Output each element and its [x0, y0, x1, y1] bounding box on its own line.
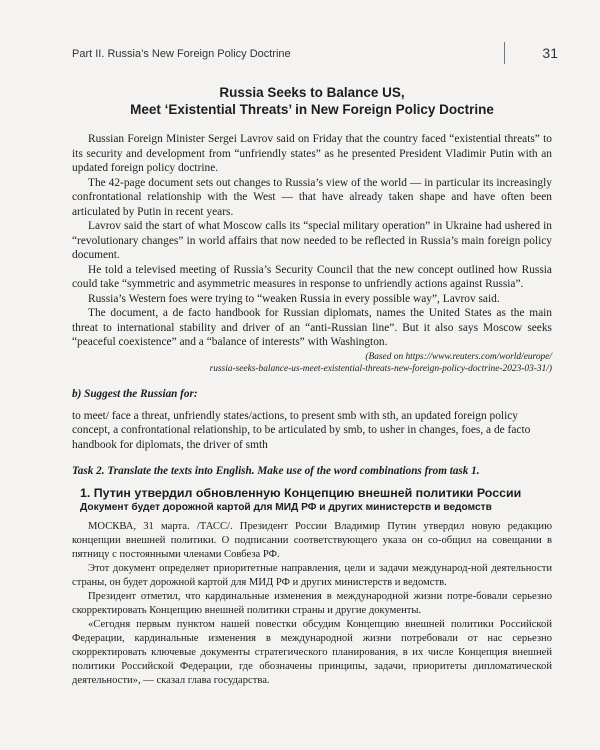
page-number: 31: [542, 45, 558, 61]
task-b-heading: b) Suggest the Russian for:: [72, 387, 198, 400]
article-source: [72, 351, 552, 375]
article-title: [72, 84, 552, 118]
article-title-line-2: Meet ‘Existential Threats’ in New Foreign Policy Doctrine: [130, 102, 494, 117]
article-paragraph-5: Russia’s Western foes were trying to “weaken Russia in every possible way”, Lavrov said.: [88, 292, 500, 305]
page-header: [72, 46, 560, 66]
running-title: Part II. Russia’s New Foreign Policy Doctrine: [72, 48, 291, 60]
russian-paragraph-3: Президент отметил, что кардинальные изменения в международной жизни потре-бовали серьезно скорректировать Концепцию внешней политики страны и другие документы.: [72, 591, 552, 616]
russian-text-title: 1. Путин утвердил обновленную Концепцию внешней политики России: [80, 486, 522, 500]
task-b-word-list: to meet/ face a threat, unfriendly states/actions, to present smb with sth, an updated foreign policy concept, a confrontational relationship, to be articulated by smb, to usher in changes, foes, a de facto handbook for diplomats, the driver of smth: [72, 409, 531, 451]
article-paragraph-4: He told a televised meeting of Russia’s Security Council that the new concept outlined how Russia could take “symmetric and asymmetric measures in response to unfriendly actions against Russia”.: [72, 263, 552, 290]
page-content: [72, 84, 552, 688]
russian-paragraph-2: Этот документ определяет приоритетные направления, цели и задачи международ-ной деятельности страны, он будет дорожной картой для МИД РФ и других министерств и ведомств.: [72, 563, 552, 588]
article-paragraph-1: Russian Foreign Minister Sergei Lavrov said on Friday that the country faced “existential threats” to its security and development from “unfriendly states” as he presented President Vladimir Putin with an updated foreign policy doctrine.: [72, 133, 552, 174]
source-line-2: russia-seeks-balance-us-meet-existential-threats-new-foreign-policy-doctrine-2023-03-31/): [209, 363, 552, 374]
russian-paragraph-1: МОСКВА, 31 марта. /ТАСС/. Президент России Владимир Путин утвердил новую редакцию концепции внешней политики. О подписании соответствующего указа он со-общил на совещании в пятницу с постоянными членами Совбеза РФ.: [72, 521, 552, 560]
article-paragraph-6: The document, a de facto handbook for Russian diplomats, names the United States as the main threat to international stability and driver of an “anti-Russian line”. But it also says Moscow seeks “peaceful coexistence” and a “balance of interests” with Washington.: [72, 307, 552, 348]
source-line-1: (Based on https://www.reuters.com/world/europe/: [365, 351, 552, 362]
article-paragraph-2: The 42-page document sets out changes to Russia’s view of the world — in particular its increasingly confrontational relationship with the West — that have already taken shape and have often been articulated by Putin in recent years.: [72, 176, 552, 218]
article-title-line-1: Russia Seeks to Balance US,: [219, 85, 405, 100]
russian-text-subtitle: Документ будет дорожной картой для МИД РФ и других министерств и ведомств: [80, 502, 492, 513]
russian-paragraph-4: «Сегодня первым пунктом нашей повестки обсудим Концепцию внешней политики Российской Федерации, кардинальные изменения в международной жизни потребовали от нас серьезно скорректировать ключевые документы стратегического планирования, в их числе Концепция внешней политики Российской Федерации, где обозначены принципы, задачи, приоритеты дипломатической деятельности», — сказал глава государства.: [72, 619, 552, 686]
task-2-heading: Task 2. Translate the texts into English. Make use of the word combinations from task 1.: [72, 465, 480, 477]
header-divider: [504, 42, 505, 64]
article-paragraph-3: Lavrov said the start of what Moscow calls its “special military operation” in Ukraine had ushered in “revolutionary changes” in world affairs that now needed to be reflected in Russia’s main foreign policy document.: [72, 220, 552, 261]
